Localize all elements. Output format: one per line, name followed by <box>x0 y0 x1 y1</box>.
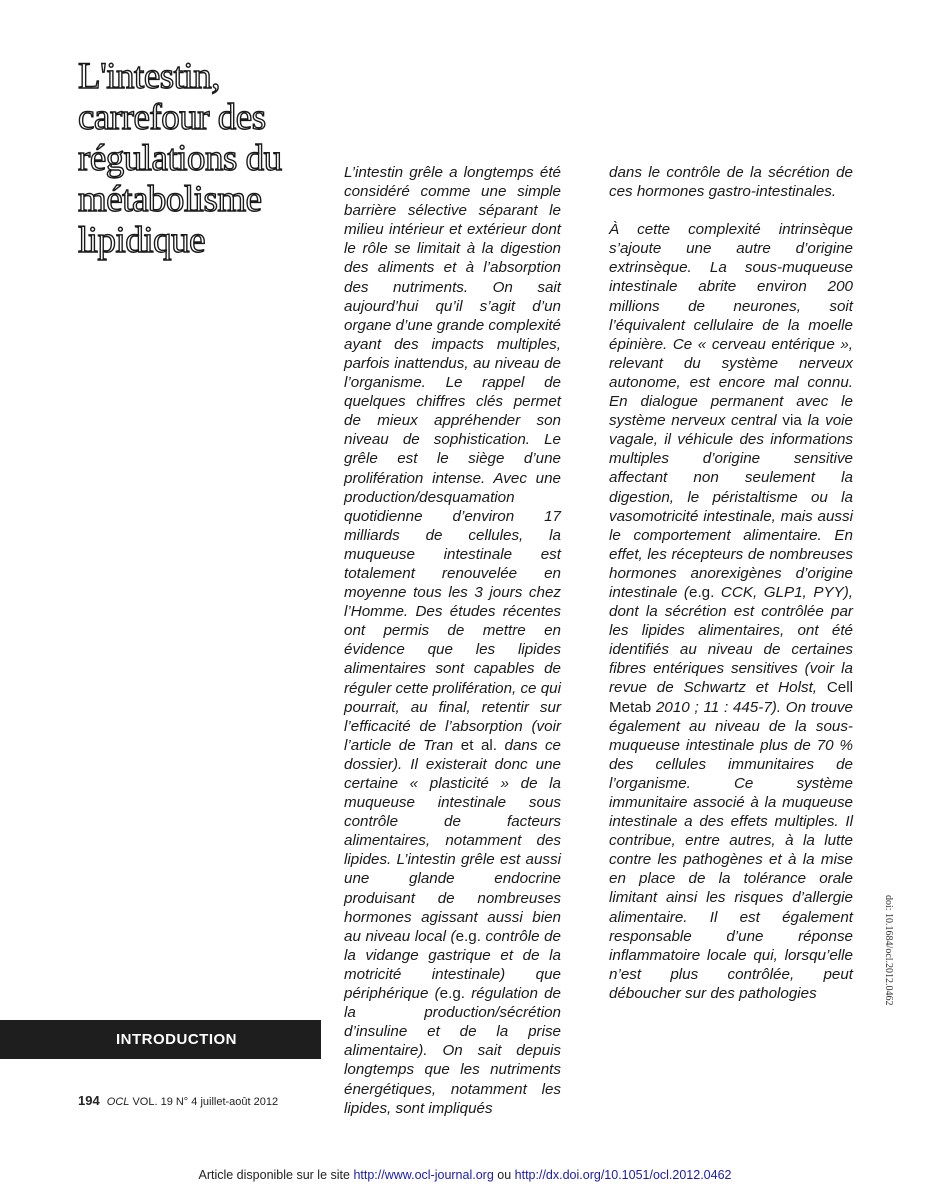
page-footer <box>78 1093 278 1108</box>
title-line: lipidique <box>78 220 206 261</box>
body-text: e.g. <box>455 927 481 945</box>
title-line: métabolisme <box>78 179 262 220</box>
body-paragraph <box>609 163 853 201</box>
body-text: via <box>782 412 802 430</box>
title-line: L'intestin, <box>78 56 220 97</box>
body-column-left <box>344 163 561 1118</box>
body-paragraph <box>609 220 853 1003</box>
body-text: et al. <box>460 736 497 754</box>
body-text: contrôle de la vidange gastrique et de la motricité intestinale) que périphérique ( <box>344 927 561 1003</box>
title-line: régulations du <box>78 138 282 179</box>
title-line: carrefour des <box>78 97 266 138</box>
availability-or: ou <box>497 1168 512 1182</box>
article-title <box>78 56 318 261</box>
journal-site-link[interactable]: http://www.ocl-journal.org <box>353 1168 494 1182</box>
section-banner: INTRODUCTION <box>0 1020 321 1059</box>
body-text: CCK, GLP1, PYY), dont la sécrétion est contrôlée par les lipides alimentaires, ont été identifiés au niveau de certaines fibres entériques sensitives (voir la revue de Schwartz et Holst, <box>609 583 853 697</box>
body-text: dans ce dossier). Il existerait donc une certaine « plasticité » de la muqueuse intestinale sous contrôle de facteurs alimentaires, notamment des lipides. L’intestin grêle est aussi une glande endocrine produisant de nombreuses hormones agissant aussi bien au niveau local ( <box>344 736 561 945</box>
journal-name: OCL <box>106 1096 130 1108</box>
doi-label: doi: 10.1684/ocl.2012.0462 <box>883 895 894 1006</box>
body-text: régulation de la production/sécrétion d’insuline et de la prise alimentaire). On sait depuis longtemps que les nutriments énergétiques, notamment les lipides, sont impliqués <box>344 985 561 1117</box>
body-text: L’intestin grêle a longtemps été considéré comme une simple barrière sélective séparant le milieu intérieur et extérieur dont le rôle se limitait à la digestion des aliments et à l’absorption des nutriments. On sait aujourd’hui qu’il s’agit d’un organe d’une grande complexité ayant des impacts multiples, parfois inattendus, au niveau de l’organisme. Le rappel de quelques chiffres clés permet de mieux appréhender son niveau de sophistication. Le grêle est le siège d’une prolifération intense. Avec une production/desquamation quotidienne d’environ 17 milliards de cellules, la muqueuse intestinale est totalement renouvelée en moyenne tous les 3 jours chez l’Homme. Des études récentes ont permis de mettre en évidence que les lipides alimentaires sont capables de réguler cette prolifération, ce qui pourrait, au final, retentir sur l’efficacité de l’absorption (voir l’article de Tran <box>344 164 561 754</box>
body-paragraph <box>344 163 561 1118</box>
body-text: dans le contrôle de la sécrétion de ces hormones gastro-intestinales. <box>609 164 853 201</box>
body-text: la voie vagale, il véhicule des informations multiples d’origine sensitive affectant non seulement la digestion, le péristaltisme ou la vasomotricité intestinale, mais aussi le comportement alimentaire. En effet, les récepteurs de nombreuses hormones anorexigènes d’origine intestinale ( <box>609 412 853 601</box>
body-text: À cette complexité intrinsèque s’ajoute une autre d’origine extrinsèque. La sous-muqueuse intestinale abrite environ 200 millions de neurones, soit l’équivalent cellulaire de la moelle épinière. Ce « cerveau entérique », relevant du système nerveux autonome, est encore mal connu. En dialogue permanent avec le système nerveux central <box>609 221 853 430</box>
availability-prefix: Article disponible sur le site <box>198 1168 350 1182</box>
body-text: e.g. <box>689 583 715 601</box>
availability-line <box>0 1168 930 1182</box>
body-text: 2010 ; 11 : 445-7). On trouve également au niveau de la sous-muqueuse intestinale plus de 70 % des cellules immunitaires de l’organisme. Ce système immunitaire associé à la muqueuse intestinale a des effets multiples. Il contribue, entre autres, à la lutte contre les pathogènes et à la mise en place de la tolérance orale limitant ainsi les risques d’allergie alimentaire. Il est également responsable d’une réponse inflammatoire locale qui, lorsqu’elle n’est plus contrôlée, peut déboucher sur des pathologies <box>609 698 853 1002</box>
body-text: e.g. <box>439 985 466 1003</box>
page-number: 194 <box>78 1093 100 1108</box>
doi-link[interactable]: http://dx.doi.org/10.1051/ocl.2012.0462 <box>514 1168 732 1182</box>
journal-issue: VOL. 19 N° 4 juillet-août 2012 <box>132 1096 279 1108</box>
body-column-right <box>609 163 853 1003</box>
body-text: Cell Metab <box>609 679 853 716</box>
